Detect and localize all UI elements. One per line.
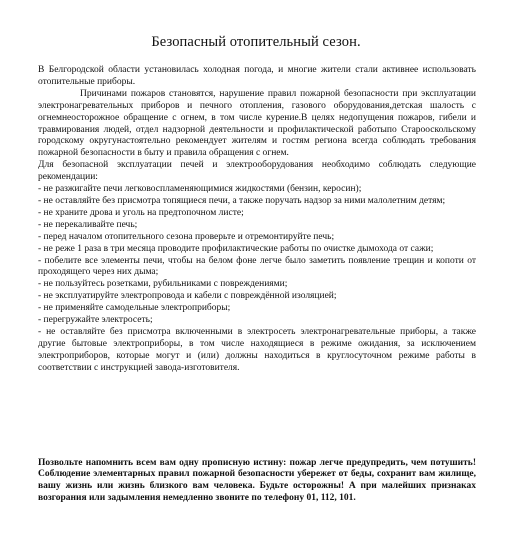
list-item: - не разжигайте печи легковоспламеняющимися жидкостями (бензин, керосин); — [38, 184, 362, 195]
list-item: - перегружайте электросеть; — [38, 315, 153, 326]
list-item: - не пользуйтесь розетками, рубильниками с повреждениями; — [38, 279, 288, 290]
list-item: - не применяйте самодельные электроприборы; — [38, 303, 231, 314]
document-title: Безопасный отопительный сезон. — [151, 34, 361, 50]
list-item: - не храните дрова и уголь на предтопочном листе; — [38, 207, 244, 218]
document-body — [38, 65, 476, 375]
recommendations-list — [38, 184, 476, 375]
list-item: - побелите все элементы печи, чтобы на белом фоне легче было заметить появление трещин и копоти от проходящего через них дыма; — [38, 255, 476, 278]
closing-paragraph: Позвольте напомнить всем вам одну прописную истину: пожар легче предупредить, чем потушить! Соблюдение элементарных правил пожарной безопасности убережет от беды, сохранит вам жилище, вашу жизнь или жизнь близкого вам человека. Будьте осторожны! А при малейших признаках возгорания или задымления немедленно звоните по телефону 01, 112, 101. — [38, 457, 476, 504]
intro-paragraph: В Белгородской области установилась холодная погода, и многие жители стали активнее использовать отопительные приборы. — [38, 65, 476, 87]
list-item: - не оставляйте без присмотра топящиеся печи, а также поручать надзор за ними малолетним детям; — [38, 195, 446, 206]
list-item: - не эксплуатируйте электропровода и кабели с повреждённой изоляцией; — [38, 291, 337, 302]
list-item: - не перекаливайте печь; — [38, 219, 138, 230]
list-item: - не оставляйте без присмотра включенными в электросеть электронагревательные приборы, а также другие бытовые электроприборы, в том числе находящиеся в режиме ожидания, за исключением электроприборов, которые могут и (или) должны находиться в круглосуточном режиме работы в соответствии с инструкцией завода-изготовителя. — [38, 326, 476, 373]
list-item: - не реже 1 раза в три месяца проводите профилактические работы по очистке дымохода от сажи; — [38, 243, 434, 254]
causes-paragraph: Причинами пожаров становятся, нарушение правил пожарной безопасности при эксплуатации электронагревательных приборов и печного отопления, газового оборудования,детская шалость с огнемнеосторожное обращение с огнем, в том числе курение.В целях недопущения пожаров, гибели и травмирования людей, отдел надзорной деятельности и профилактической работыпо Старооскольскому городскому округунастоятельно рекомендует жителям и гостям региона всегда соблюдать требования пожарной безопасности в быту и правила обращения с огнем. — [38, 88, 476, 159]
recommendations-lead: Для безопасной эксплуатации печей и электрооборудования необходимо соблюдать следующие рекомендации: — [38, 160, 476, 183]
list-item: - перед началом отопительного сезона проверьте и отремонтируйте печь; — [38, 231, 335, 242]
